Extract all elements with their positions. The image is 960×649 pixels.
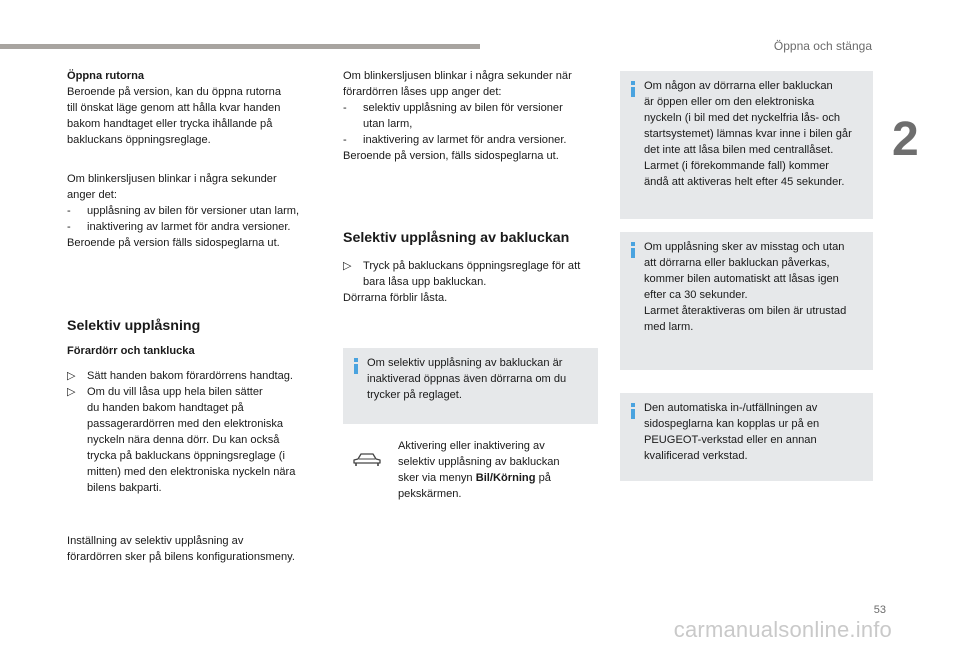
text-line: Beroende på version, fälls sidospeglarna ut. [343,150,559,162]
text-line: bakom handtaget eller trycka ihållande på [67,118,273,130]
list-item: ▷ Tryck på bakluckans öppningsreglage för att bara låsa upp bakluckan. [343,260,581,288]
watermark: carmanualsonline.info [673,617,892,642]
info-box [343,348,598,424]
info-box [620,393,873,481]
list-item: - selektiv upplåsning av bilen för versioner utan larm, [343,102,563,130]
section-title: Öppna och stänga [773,39,872,53]
info-box [620,71,873,219]
text-line: bakluckans öppningsreglage. [67,134,211,146]
info-icon [352,358,360,374]
car-menu-text: Aktivering eller inaktivering av selektiv upplåsning av bakluckan sker via menyn Bil/Körning på pekskärmen. [398,440,560,500]
config-paragraph [67,533,342,565]
info-box [620,232,873,370]
rutorna-heading: Öppna rutorna [67,70,145,82]
header-bar [0,44,480,49]
menu-bil: Bil [475,472,490,484]
list-item: - upplåsning av bilen för versioner utan larm, [67,205,300,217]
info-icon [629,242,637,258]
car-icon [352,451,382,469]
text-line: till önskat läge genom att hålla kvar handen [67,102,281,114]
info-icon [629,81,637,97]
text-line: Om blinkersljusen blinkar i några sekunder när [343,70,572,82]
menu-korning: Körning [492,472,536,484]
text-line: anger det: [67,189,117,201]
tailgate-list [343,258,605,306]
info-text: Om selektiv upplåsning av bakluckan är inaktiverad öppnas även dörrarna om du trycker på reglaget. [367,357,567,401]
driver-door-heading: Förardörr och tanklucka [67,345,195,357]
text-line: förardörren sker på bilens konfigurationsmeny. [67,551,295,563]
list-item: ▷ Om du vill låsa upp hela bilen sätter du handen bakom handtaget på passagerardörren med den elektroniska nyckeln nära denna dörr. Du kan också trycka på bakluckans öppningsreglage (i mitten) med den elektroniska nyckeln nära bilens bakparti. [67,386,296,494]
text-line: Dörrarna förblir låsta. [343,292,448,304]
page-number: 53 [873,604,886,616]
info-text: Den automatiska in-/utfällningen av sidospeglarna kan kopplas ur på en PEUGEOT-verkstad eller en annan kvalificerad verkstad. [644,402,820,462]
blinker-paragraph [67,171,329,251]
list-item: - inaktivering av larmet för andra versioner. [67,221,291,233]
blinker-paragraph-2 [343,68,605,164]
chapter-number: 2 [892,113,919,166]
driver-list [67,368,329,496]
text-line: Beroende på version, kan du öppna rutorna [67,86,282,98]
info-icon [629,403,637,419]
info-text: Om upplåsning sker av misstag och utan att dörrarna eller bakluckan påverkas, kommer bilen automatiskt att låsas igen efter ca 30 sekunder. Larmet återaktiveras om bilen är utrustad med larm. [644,241,847,333]
text-line: Beroende på version fälls sidospeglarna ut. [67,237,280,249]
info-text: Om någon av dörrarna eller bakluckan är öppen eller om den elektroniska nyckeln (i bil med det nyckelfria lås- och startsystemet) lämnas kvar inne i bilen går det inte att låsa bilen med centrallåset. Larmet (i förekommande fall) kommer ändå att aktiveras helt efter 45 sekunder. [644,80,852,188]
selective-unlock-heading: Selektiv upplåsning [67,318,201,334]
tailgate-heading: Selektiv upplåsning av bakluckan [343,230,570,246]
list-item: - inaktivering av larmet för andra versioner. [343,134,567,146]
rutorna-paragraph [67,68,329,148]
text-line: förardörren låses upp anger det: [343,86,502,98]
text-line: Om blinkersljusen blinkar i några sekunder [67,173,277,185]
text-line: Inställning av selektiv upplåsning av [67,535,244,547]
list-item: ▷ Sätt handen bakom förardörrens handtag. [67,370,293,382]
